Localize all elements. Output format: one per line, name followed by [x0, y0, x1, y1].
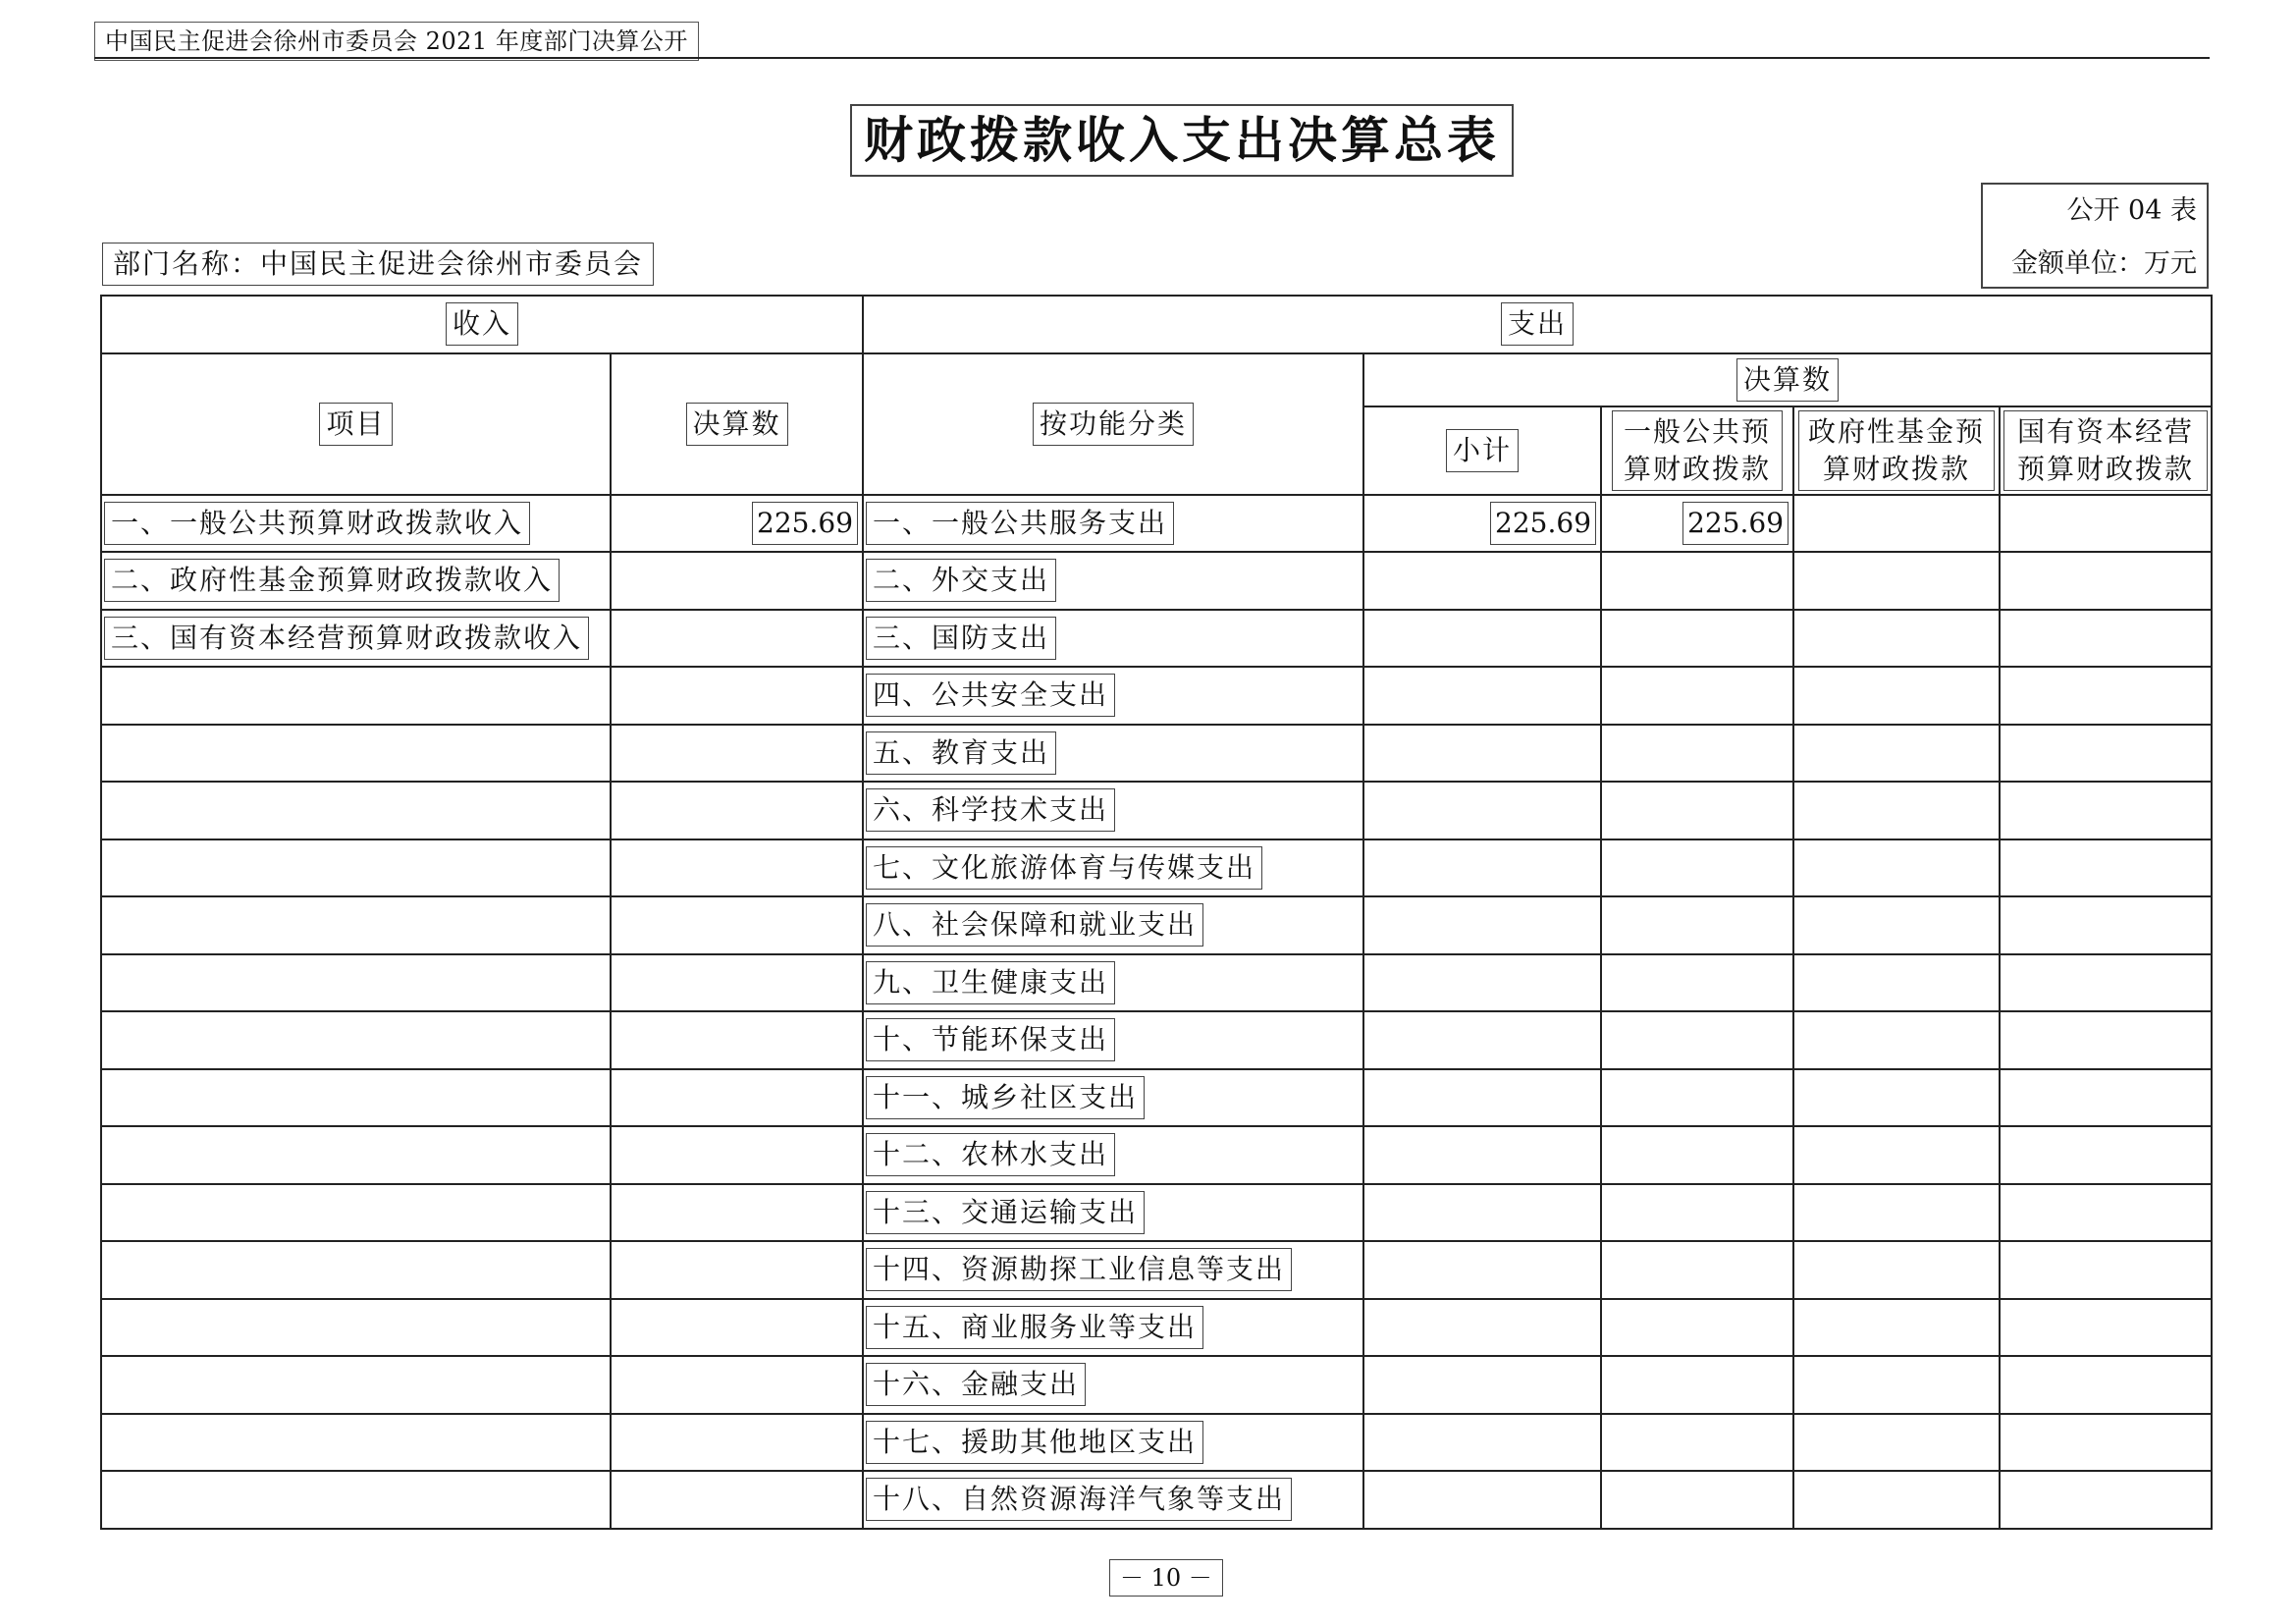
income-amount: 225.69 — [752, 502, 858, 545]
col-general-header: 一般公共预算财政拨款 — [1612, 410, 1783, 491]
income-item-cell — [101, 1126, 611, 1184]
expense-item-cell — [863, 782, 1363, 839]
expense-state-cell — [2000, 1241, 2212, 1299]
expense-general-cell — [1601, 495, 1793, 553]
col-amount-header: 决算数 — [686, 403, 788, 446]
table-row — [101, 1471, 2212, 1529]
expense-header: 支出 — [1501, 302, 1574, 346]
income-item-cell — [101, 782, 611, 839]
income-item-cell — [101, 1069, 611, 1127]
expense-general-cell — [1601, 1241, 1793, 1299]
income-header: 收入 — [446, 302, 518, 346]
expense-item: 七、文化旅游体育与传媒支出 — [866, 846, 1262, 890]
table-row — [101, 954, 2212, 1012]
expense-fund-cell — [1793, 1299, 2000, 1357]
expense-subtotal-cell — [1363, 896, 1601, 954]
expense-state-cell — [2000, 1414, 2212, 1472]
expense-general-cell — [1601, 1011, 1793, 1069]
expense-subtotal-cell — [1363, 552, 1601, 610]
expense-subtotal-cell — [1363, 1184, 1601, 1242]
expense-general-cell — [1601, 1184, 1793, 1242]
income-amount-cell — [611, 725, 863, 783]
expense-state-cell — [2000, 782, 2212, 839]
income-amount-cell — [611, 1241, 863, 1299]
expense-item-cell — [863, 667, 1363, 725]
expense-subtotal-cell — [1363, 1414, 1601, 1472]
expense-item: 十四、资源勘探工业信息等支出 — [866, 1248, 1292, 1291]
expense-general-cell — [1601, 667, 1793, 725]
expense-fund-cell — [1793, 1241, 2000, 1299]
expense-fund-cell — [1793, 954, 2000, 1012]
expense-general-cell — [1601, 552, 1793, 610]
expense-general-cell — [1601, 1069, 1793, 1127]
expense-general-cell — [1601, 725, 1793, 783]
expense-item: 四、公共安全支出 — [866, 674, 1115, 717]
table-row — [101, 1356, 2212, 1414]
expense-item-cell — [863, 1241, 1363, 1299]
header-row-1 — [101, 296, 2212, 353]
col-subtotal-cell — [1363, 406, 1601, 495]
expense-item: 十二、农林水支出 — [866, 1133, 1115, 1176]
expense-item-cell — [863, 1011, 1363, 1069]
header-divider — [94, 57, 2210, 59]
income-amount-cell — [611, 552, 863, 610]
table-row — [101, 782, 2212, 839]
col-function-cell — [863, 353, 1363, 495]
income-item-cell — [101, 610, 611, 668]
page-number: － 10 － — [1109, 1559, 1223, 1597]
table-row — [101, 1299, 2212, 1357]
document-header: 中国民主促进会徐州市委员会 2021 年度部门决算公开 — [94, 22, 699, 61]
income-item-cell — [101, 1241, 611, 1299]
expense-state-cell — [2000, 954, 2212, 1012]
col-fund-header: 政府性基金预算财政拨款 — [1798, 410, 1995, 491]
expense-item: 十五、商业服务业等支出 — [866, 1306, 1203, 1349]
table-row — [101, 725, 2212, 783]
col-function-header: 按功能分类 — [1033, 403, 1194, 446]
col-item-header: 项目 — [319, 403, 392, 446]
expense-state-cell — [2000, 839, 2212, 897]
expense-item: 十六、金融支出 — [866, 1363, 1086, 1406]
expense-general-cell — [1601, 896, 1793, 954]
income-amount-cell — [611, 610, 863, 668]
expense-item-cell — [863, 1414, 1363, 1472]
income-item-cell — [101, 667, 611, 725]
table-row — [101, 896, 2212, 954]
expense-header-cell — [863, 296, 2212, 353]
expense-subtotal-cell — [1363, 1126, 1601, 1184]
expense-item: 六、科学技术支出 — [866, 788, 1115, 832]
expense-fund-cell — [1793, 1471, 2000, 1529]
expense-item-cell — [863, 1184, 1363, 1242]
income-item-cell — [101, 954, 611, 1012]
expense-subtotal-cell — [1363, 1299, 1601, 1357]
expense-general-cell — [1601, 610, 1793, 668]
expense-item-cell — [863, 839, 1363, 897]
expense-item: 五、教育支出 — [866, 731, 1056, 775]
expense-item-cell — [863, 1471, 1363, 1529]
expense-item-cell — [863, 1126, 1363, 1184]
amount-unit: 金额单位：万元 — [2011, 248, 2197, 279]
expense-state-cell — [2000, 495, 2212, 553]
expense-item-cell — [863, 725, 1363, 783]
expense-state-cell — [2000, 1069, 2212, 1127]
table-row — [101, 610, 2212, 668]
expense-item: 三、国防支出 — [866, 617, 1056, 660]
expense-item: 十一、城乡社区支出 — [866, 1076, 1145, 1119]
income-amount-cell — [611, 667, 863, 725]
expense-state-cell — [2000, 1299, 2212, 1357]
expense-fund-cell — [1793, 552, 2000, 610]
form-info — [1981, 183, 2209, 289]
expense-general-cell — [1601, 1356, 1793, 1414]
col-general-cell — [1601, 406, 1793, 495]
income-item-cell — [101, 725, 611, 783]
expense-general-cell — [1601, 782, 1793, 839]
expense-general-cell — [1601, 839, 1793, 897]
expense-item-cell — [863, 610, 1363, 668]
table-row — [101, 1184, 2212, 1242]
income-amount-cell — [611, 1011, 863, 1069]
expense-subtotal-cell — [1363, 495, 1601, 553]
expense-subtotal-cell — [1363, 839, 1601, 897]
income-item-cell — [101, 1471, 611, 1529]
expense-fund-cell — [1793, 1069, 2000, 1127]
table-row — [101, 1241, 2212, 1299]
expense-subtotal-cell — [1363, 1069, 1601, 1127]
expense-item: 一、一般公共服务支出 — [866, 502, 1174, 545]
col-item-cell — [101, 353, 611, 495]
expense-subtotal-cell — [1363, 1011, 1601, 1069]
expense-state-cell — [2000, 1011, 2212, 1069]
expense-subtotal-cell — [1363, 725, 1601, 783]
expense-state-cell — [2000, 725, 2212, 783]
expense-general: 225.69 — [1682, 502, 1789, 545]
expense-item: 八、社会保障和就业支出 — [866, 903, 1203, 947]
income-item-cell — [101, 896, 611, 954]
expense-item-cell — [863, 495, 1363, 553]
income-amount-cell — [611, 1184, 863, 1242]
col-final-cell — [1363, 353, 2212, 406]
expense-fund-cell — [1793, 495, 2000, 553]
income-header-cell — [101, 296, 863, 353]
table-row — [101, 495, 2212, 553]
expense-fund-cell — [1793, 896, 2000, 954]
expense-general-cell — [1601, 1471, 1793, 1529]
table-row — [101, 1126, 2212, 1184]
expense-item: 十、节能环保支出 — [866, 1018, 1115, 1061]
expense-state-cell — [2000, 1356, 2212, 1414]
expense-fund-cell — [1793, 1184, 2000, 1242]
expense-item: 十八、自然资源海洋气象等支出 — [866, 1478, 1292, 1521]
page-title: 财政拨款收入支出决算总表 — [850, 104, 1514, 177]
expense-fund-cell — [1793, 1414, 2000, 1472]
expense-fund-cell — [1793, 610, 2000, 668]
budget-table — [100, 295, 2213, 1530]
table-row — [101, 1414, 2212, 1472]
table-row — [101, 552, 2212, 610]
table-row — [101, 1069, 2212, 1127]
expense-state-cell — [2000, 667, 2212, 725]
expense-general-cell — [1601, 1414, 1793, 1472]
expense-state-cell — [2000, 610, 2212, 668]
expense-state-cell — [2000, 1471, 2212, 1529]
table-row — [101, 667, 2212, 725]
income-item-cell — [101, 495, 611, 553]
expense-item-cell — [863, 1069, 1363, 1127]
expense-subtotal: 225.69 — [1490, 502, 1596, 545]
expense-item: 二、外交支出 — [866, 559, 1056, 602]
income-item-cell — [101, 839, 611, 897]
expense-item-cell — [863, 896, 1363, 954]
income-amount-cell — [611, 1471, 863, 1529]
expense-subtotal-cell — [1363, 782, 1601, 839]
income-item-cell — [101, 552, 611, 610]
expense-item-cell — [863, 954, 1363, 1012]
col-fund-cell — [1793, 406, 2000, 495]
expense-item: 十七、援助其他地区支出 — [866, 1421, 1203, 1464]
income-item-cell — [101, 1011, 611, 1069]
expense-fund-cell — [1793, 1126, 2000, 1184]
income-amount-cell — [611, 1356, 863, 1414]
expense-fund-cell — [1793, 725, 2000, 783]
department-name: 部门名称：中国民主促进会徐州市委员会 — [102, 243, 654, 286]
income-amount-cell — [611, 782, 863, 839]
expense-item: 十三、交通运输支出 — [866, 1191, 1145, 1234]
income-amount-cell — [611, 896, 863, 954]
income-item-cell — [101, 1414, 611, 1472]
expense-general-cell — [1601, 1299, 1793, 1357]
form-code: 公开 04 表 — [2066, 195, 2197, 226]
expense-item-cell — [863, 552, 1363, 610]
expense-subtotal-cell — [1363, 1241, 1601, 1299]
income-amount-cell — [611, 1126, 863, 1184]
expense-subtotal-cell — [1363, 1356, 1601, 1414]
expense-item-cell — [863, 1299, 1363, 1357]
income-item-cell — [101, 1356, 611, 1414]
income-item-cell — [101, 1184, 611, 1242]
income-item: 一、一般公共预算财政拨款收入 — [104, 502, 530, 545]
income-amount-cell — [611, 1299, 863, 1357]
expense-state-cell — [2000, 1184, 2212, 1242]
expense-fund-cell — [1793, 839, 2000, 897]
expense-subtotal-cell — [1363, 954, 1601, 1012]
expense-subtotal-cell — [1363, 610, 1601, 668]
col-amount-cell — [611, 353, 863, 495]
expense-general-cell — [1601, 1126, 1793, 1184]
expense-fund-cell — [1793, 667, 2000, 725]
expense-state-cell — [2000, 552, 2212, 610]
expense-general-cell — [1601, 954, 1793, 1012]
expense-fund-cell — [1793, 782, 2000, 839]
income-amount-cell — [611, 954, 863, 1012]
col-subtotal-header: 小计 — [1446, 429, 1519, 472]
expense-fund-cell — [1793, 1011, 2000, 1069]
income-item: 三、国有资本经营预算财政拨款收入 — [104, 617, 589, 660]
col-state-header: 国有资本经营预算财政拨款 — [2003, 410, 2208, 491]
income-item: 二、政府性基金预算财政拨款收入 — [104, 559, 560, 602]
expense-subtotal-cell — [1363, 1471, 1601, 1529]
income-amount-cell — [611, 1414, 863, 1472]
income-item-cell — [101, 1299, 611, 1357]
expense-subtotal-cell — [1363, 667, 1601, 725]
expense-fund-cell — [1793, 1356, 2000, 1414]
income-amount-cell — [611, 839, 863, 897]
col-state-cell — [2000, 406, 2212, 495]
income-amount-cell — [611, 495, 863, 553]
expense-item: 九、卫生健康支出 — [866, 961, 1115, 1004]
expense-state-cell — [2000, 1126, 2212, 1184]
table-row — [101, 839, 2212, 897]
header-row-2 — [101, 353, 2212, 406]
expense-item-cell — [863, 1356, 1363, 1414]
col-final-header: 决算数 — [1736, 358, 1839, 402]
expense-state-cell — [2000, 896, 2212, 954]
income-amount-cell — [611, 1069, 863, 1127]
table-row — [101, 1011, 2212, 1069]
